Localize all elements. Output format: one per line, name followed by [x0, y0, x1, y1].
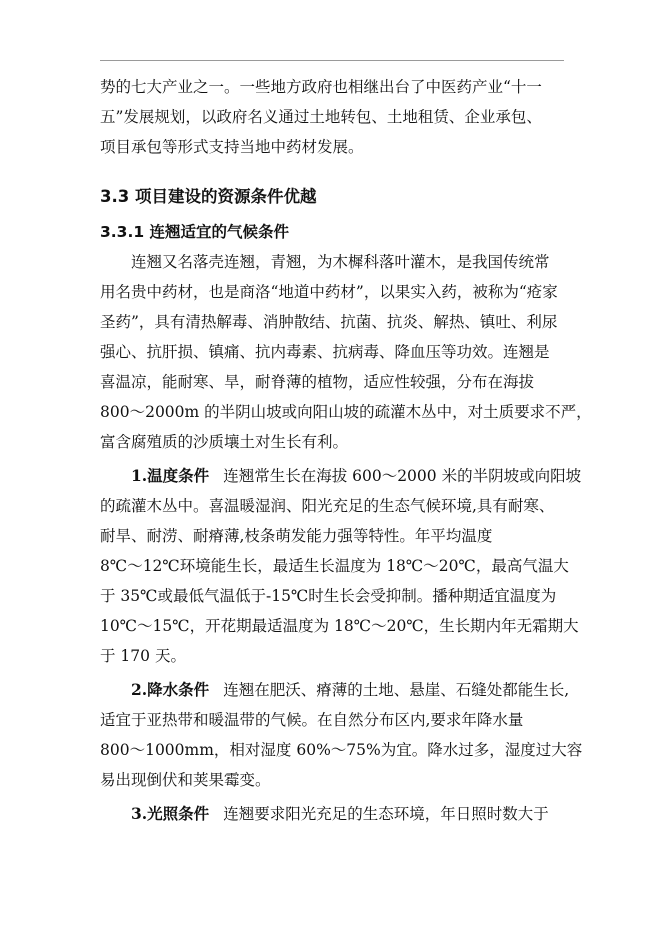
- temperature-paragraph: [100, 461, 582, 671]
- text-line: [100, 461, 582, 491]
- text-line: 800～1000mm，相对湿度 60%～75%为宜。降水过多，湿度过大容: [100, 741, 583, 759]
- document-body: [100, 72, 592, 829]
- text-line: 的疏灌木丛中。喜温暖湿润、阳光充足的生态气候环境,具有耐寒、: [100, 497, 555, 515]
- text-line: 连翘又名落壳连翘，青翘，为木樨科落叶灌木，是我国传统常: [131, 253, 550, 271]
- text-segment: 连翘要求阳光充足的生态环境，年日照时数大于: [223, 805, 549, 823]
- text-line: 适宜于亚热带和暖温带的气候。在自然分布区内,要求年降水量: [100, 711, 524, 729]
- text-line: 富含腐殖质的沙质壤土对生长有利。: [100, 433, 349, 451]
- temperature-label: 1.温度条件: [131, 466, 210, 485]
- text-line: 于 170 天。: [100, 647, 186, 665]
- text-segment: 连翘常生长在海拔 600～2000 米的半阴坡或向阳坡: [223, 467, 582, 485]
- text-line: 800～2000m 的半阴山坡或向阳山坡的疏灌木丛中，对土质要求不严，: [100, 403, 592, 421]
- text-line: 10℃～15℃，开花期最适温度为 18℃～20℃，生长期内年无霜期大: [100, 617, 579, 635]
- sunlight-paragraph: [100, 799, 568, 829]
- section-title: 3.3 项目建设的资源条件优越: [100, 187, 317, 206]
- precipitation-label: 2.降水条件: [131, 680, 210, 699]
- text-line: [100, 799, 568, 829]
- text-line: 项目承包等形式支持当地中药材发展。: [100, 138, 364, 156]
- text-line: 于 35℃或最低气温低于-15℃时生长会受抑制。播种期适宜温度为: [100, 587, 557, 605]
- text-line: 强心、抗肝损、镇痛、抗内毒素、抗病毒、降血压等功效。连翘是: [100, 343, 550, 361]
- text-line: 圣药”，具有清热解毒、消肿散结、抗菌、抗炎、解热、镇吐、利尿: [100, 313, 558, 331]
- text-line: 势的七大产业之一。一些地方政府也相继出台了中医药产业“十一: [100, 78, 542, 96]
- header-rule: [100, 60, 564, 61]
- text-line: 用名贵中药材，也是商洛“地道中药材”，以果实入药，被称为“疮家: [100, 283, 558, 301]
- intro-paragraph: [100, 72, 568, 162]
- overview-paragraph: [100, 247, 592, 457]
- text-line: 8℃～12℃环境能生长，最适生长温度为 18℃～20℃，最高气温大: [100, 557, 569, 575]
- text-line: 喜温凉，能耐寒、旱，耐脊薄的植物，适应性较强，分布在海拔: [100, 373, 535, 391]
- text-line: 易出现倒伏和荚果霉变。: [100, 771, 271, 789]
- text-line: [100, 675, 568, 705]
- text-segment: 连翘在肥沃、瘠薄的土地、悬崖、石缝处都能生长,: [223, 681, 570, 699]
- sunlight-label: 3.光照条件: [131, 804, 210, 823]
- subsection-title: 3.3.1 连翘适宜的气候条件: [100, 223, 290, 241]
- text-line: 耐旱、耐涝、耐瘠薄,枝条萌发能力强等特性。年平均温度: [100, 527, 493, 545]
- text-line: 五”发展规划，以政府名义通过土地转包、土地租赁、企业承包、: [100, 108, 542, 126]
- precipitation-paragraph: [100, 675, 583, 795]
